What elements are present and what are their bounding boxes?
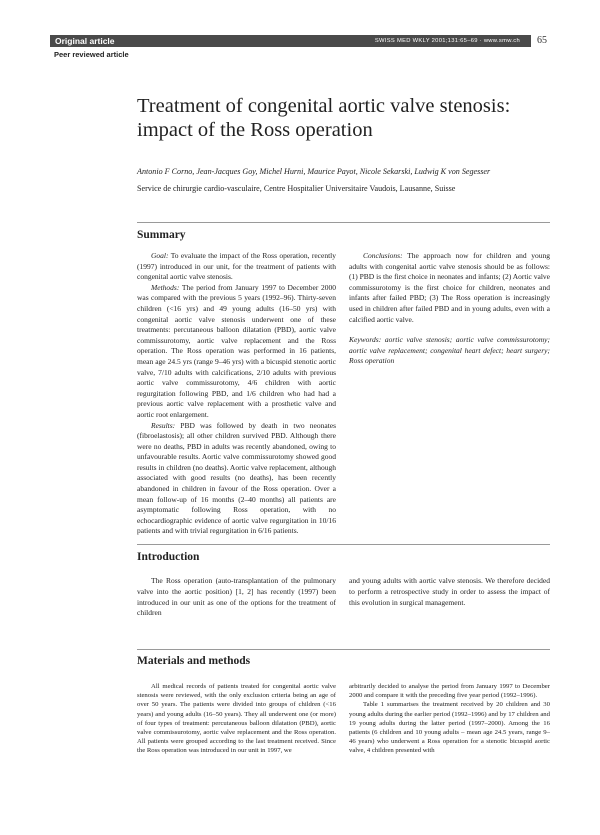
peer-reviewed-label: Peer reviewed article	[54, 50, 129, 59]
methods-column-2	[349, 682, 550, 756]
summary-column-1	[137, 251, 336, 537]
goal-text: To evaluate the impact of the Ross operation, recently (1997) introduced in our unit, for the treatment of patients with congenital aortic valve stenosis.	[137, 251, 336, 282]
methods-text-3: Table 1 summarises the treatment received by 20 children and 30 young adults during the earlier period (1992–1996) and by 17 children and 19 young adults during the latter period (1997–2000). Among the 16 patients (6 children and 10 young adults – mean age 24.5 years, range 9–46 years) who underwent a Ross operation for a stenotic bicuspid aortic valve, 4 children presented with	[349, 701, 550, 755]
summary-rule	[137, 222, 550, 223]
introduction-column-2	[349, 576, 550, 608]
page-number: 65	[531, 33, 553, 48]
introduction-heading: Introduction	[137, 551, 200, 563]
introduction-column-1	[137, 576, 336, 619]
article-type-label: Original article	[55, 36, 115, 46]
journal-reference: SWISS MED WKLY 2001;131:65–69 · www.smw.ch	[374, 38, 520, 44]
results-text: PBD was followed by death in two neonates (fibroelastosis); all other children survived PBD. Although there were no deaths, PBD in adults was recently abandoned, owing to unfavourable results. Aortic valve commissurotomy showed good results in children (no deaths). Aortic valve replacement, although associated with good results (no deaths), has been recently abandoned in children in favour of the Ross operation. Over a mean follow-up of 16 months (2–40 months) all patients are asymptomatic following Ross operation, with no echocardiographic evidence of aortic valve regurgitation in 10/16 patients and with trivial regurgitation in 6/16 patients.	[137, 420, 336, 536]
introduction-rule	[137, 544, 550, 545]
title-line-1: Treatment of congenital aortic valve stenosis:	[137, 95, 511, 117]
article-title	[137, 95, 557, 142]
title-line-2: impact of the Ross operation	[137, 118, 373, 141]
authors: Antonio F Corno, Jean-Jacques Goy, Michel Hurni, Maurice Payot, Nicole Sekarski, Ludwig K von Segesser	[137, 167, 491, 176]
methods-text: The period from January 1997 to December 2000 was compared with the previous 5 years (1992–96). Thirty-seven children (<16 yrs) and 49 young adults (16–50 yrs) with congenital aortic valve stenosis underwent one of these treatments: percutaneous balloon dilatation (PBD), aortic valve commissurotomy, aortic valve replacement and the Ross operation. The Ross operation was performed in 16 patients, mean age 24.5 yrs (range 9–46 yrs) with a bicuspid stenotic aortic valve, 7/10 adults with calcifications, 2/10 adults with previous aortic valve commissurotomy, 4/6 children with aortic regurgitation following PBD, and 1/6 children who had had a previous aortic valve replacement with a prosthetic valve and aortic root enlargement.	[137, 282, 336, 419]
methods-text-2: arbitrarily decided to analyse the period from January 1997 to December 2000 and compare it with the preceding five year period (1992–1996).	[349, 683, 550, 700]
methods-heading: Materials and methods	[137, 655, 251, 667]
summary-methods	[137, 283, 336, 421]
methods-column-1	[137, 682, 336, 756]
introduction-text-2: and young adults with aortic valve stenosis. We therefore decided to perform a retrospective study in order to assess the impact of this evolution in surgical management.	[349, 576, 550, 607]
goal-label: Goal:	[151, 251, 169, 260]
methods-text-1: All medical records of patients treated for congenital aortic valve stenosis were reviewed, with the only exclusion criteria being an age of over 50 years. The patients were divided into groups of children (<16 years) and young adults (16–50 years). They all underwent one (or more) of four types of treatment: percutaneous balloon dilatation (PBD), aortic valve commissurotomy, aortic valve replacement and the Ross operation. All patients were grouped according to the last treatment received. Since the Ross operation was introduced in our unit in 1997, we	[137, 683, 336, 755]
methods-rule	[137, 649, 550, 650]
summary-goal	[137, 251, 336, 283]
summary-conclusions	[349, 251, 550, 325]
introduction-text-1: The Ross operation (auto-transplantation of the pulmonary valve into the aortic position) [1, 2] has recently (1997) been introduced in our unit as one of the options for the treatment of children	[137, 576, 336, 618]
methods-label: Methods:	[151, 282, 180, 292]
summary-heading: Summary	[137, 229, 186, 241]
summary-results	[137, 421, 336, 538]
results-label: Results:	[151, 420, 176, 430]
conclusions-text: The approach now for children and young adults with congenital aortic valve stenosis should be as follows: (1) PBD is the first choice in neonates and infants; (2) Aortic valve commissurotomy is the first choice for children, neonates and infants after failed PBD; (3) The Ross operation is increasingly used in children after failed PBD and in young adults, even with a calcified aortic valve.	[349, 251, 550, 324]
affiliation: Service de chirurgie cardio-vasculaire, Centre Hospitalier Universitaire Vaudois, Lausanne, Suisse	[137, 184, 456, 193]
conclusions-label: Conclusions:	[363, 251, 403, 260]
keywords: Keywords: aortic valve stenosis; aortic valve commissurotomy; aortic valve replacement; congenital heart defect; heart surgery; Ross operation	[349, 335, 550, 366]
summary-column-2	[349, 251, 550, 367]
